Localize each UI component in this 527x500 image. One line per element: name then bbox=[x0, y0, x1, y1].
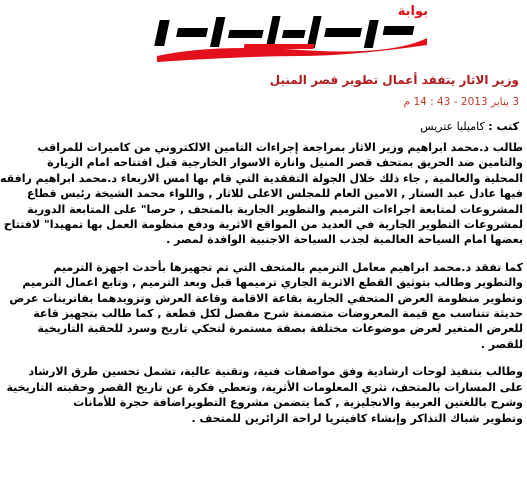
paragraph-line: فيها عادل عبد الستار , الامين العام للمجلس الاعلى للاثار , واللواء محمد الشيخة رئيس قطاع bbox=[27, 187, 523, 201]
paragraph-line: حديثة تتناسب مع قيمة المعروضات متضمنة شرح مفصل لكل قطعة , كما طالب بتجهيز قاعة bbox=[33, 307, 523, 321]
author-label: كتب : bbox=[488, 120, 519, 133]
author-name[interactable]: كاميليا عتريس bbox=[420, 120, 485, 133]
paragraph-line: للعرض المتغير لعرض موضوعات مختلفة بصفة مستمرة لتحكي تاريخ وسرد للحقبة التاريخية bbox=[37, 322, 523, 336]
paragraph-line: المحلية والعالمية , جاء ذلك خلال الجولة التفقدية التي قام بها امس الاربعاء د.محمد ابراهيم رافقه bbox=[0, 171, 523, 185]
paragraph-line: طالب د.محمد ابراهيم وزير الاثار بمراجعة إجراءات التامين الالكتروني من كاميرات للمراقب bbox=[37, 141, 523, 154]
paragraph-line: وشرح باللغتين العربية والانجليزية , كما يتضمن مشروع التطويراضافة حجرة للأمانات bbox=[73, 396, 523, 410]
logo-prefix: بوابة bbox=[397, 4, 428, 19]
paragraph-line: كما تفقد د.محمد ابراهيم معامل الترميم بالمتحف التي تم تجهيزها بأحدث اجهزة الترميم bbox=[53, 260, 523, 274]
paragraph-line: وطالب بتنفيذ لوحات ارشادية وفق مواصفات فنية، وتقنية عالية، تشمل تحسين طرق الارشاد bbox=[28, 365, 523, 379]
site-logo[interactable] bbox=[151, 4, 431, 62]
paragraph-line: والتطوير وطالب بتوثيق القطع الاثرية الجاري ترميمها قبل وبعد الترميم , وتابع اعمال الترميم bbox=[22, 276, 523, 290]
paragraph-line: والتامين ضد الحريق بمتحف قصر المنيل وانارة الاسوار الخارجية قبل افتتاحه امام الزيارة bbox=[47, 156, 523, 170]
paragraph-line: على المسارات بالمتحف، تثري المعلومات الأثرية، وتعطي فكرة عن تاريخ القصر وحقبته التاريخية bbox=[6, 380, 523, 394]
paragraph-line: وتطوير منظومة العرض المتحفي الجارية بقاعة الاقامة وقاعة العرش وتزويدهما بفاترينات عرض bbox=[9, 291, 523, 305]
paragraph-line: للقصر . bbox=[480, 337, 523, 351]
article-paragraph-2 bbox=[9, 260, 523, 352]
article-body bbox=[0, 140, 527, 500]
paragraph-line: لمشروعات التطوير الجارية في العديد من المواقع الاثرية ودفع منظومة العمل بها تمهيدا" لافتتاح bbox=[3, 218, 523, 232]
article-headline: وزير الاثار يتفقد أعمال تطوير قصر المنيل bbox=[269, 73, 519, 87]
logo-wordmark-image bbox=[151, 14, 431, 62]
article-timestamp: 3 يناير 2013 - 43 : 14 م bbox=[403, 96, 519, 108]
article-paragraph-3 bbox=[6, 364, 523, 426]
article-paragraph-1 bbox=[0, 140, 523, 248]
paragraph-line: بعضها امام السياحة العالمية لجذب السياحة الاجنبية الوافدة لمصر . bbox=[166, 233, 523, 247]
article-author bbox=[420, 120, 519, 133]
paragraph-line: المشروعات لمتابعة اجراءات الترميم والتطوير الجارية بالمتحف , حرصا" على المتابعة الدورية bbox=[27, 202, 523, 216]
paragraph-line: وتطوير شباك التذاكر وإنشاء كافيتريا لراحة الزائرين للمتحف . bbox=[191, 411, 523, 425]
